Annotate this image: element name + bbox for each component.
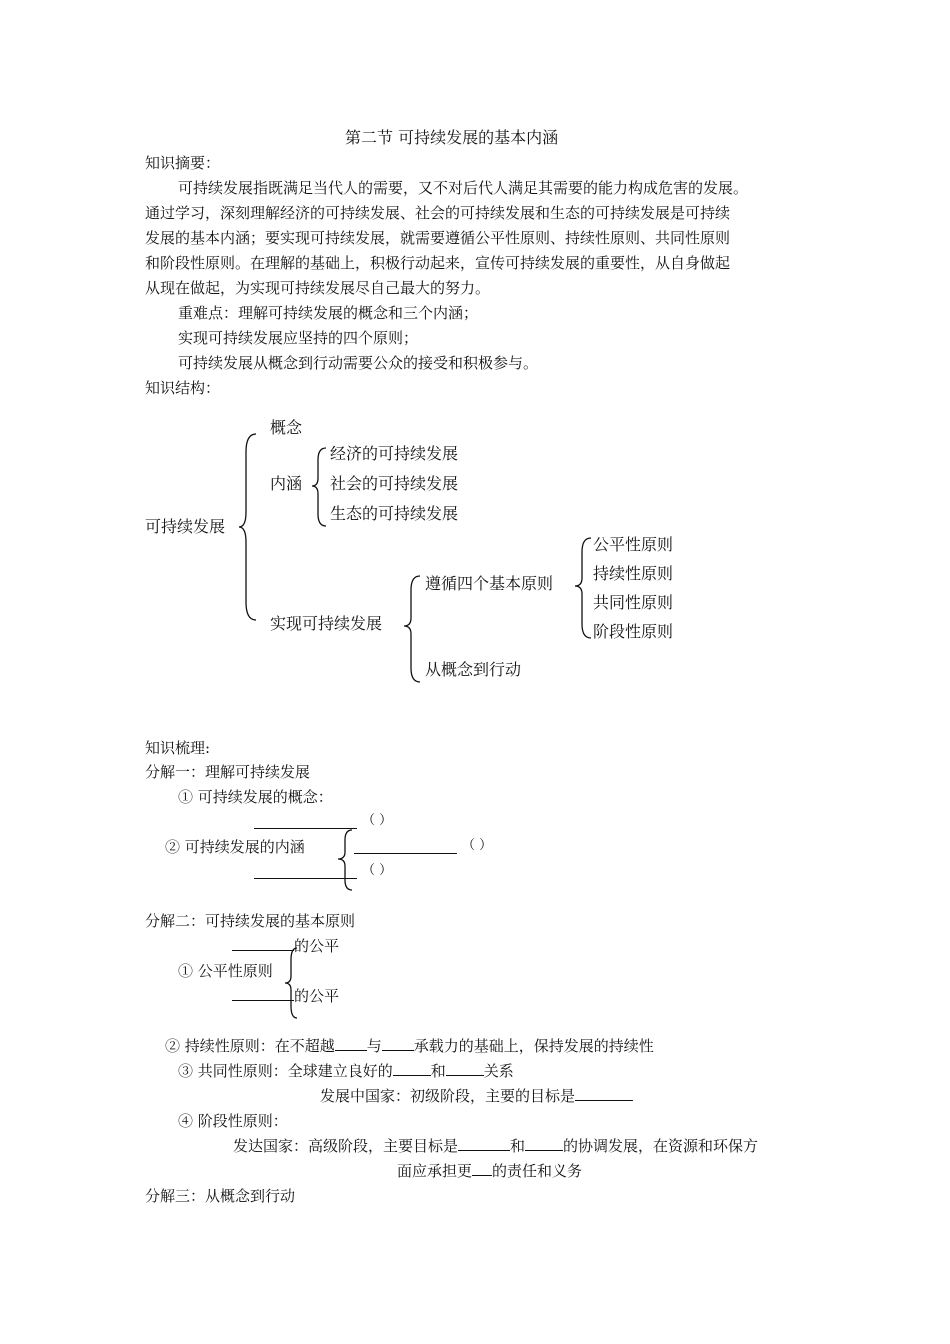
principle-common	[178, 1061, 514, 1081]
key-point: 可持续发展从概念到行动需要公众的接受和积极参与。	[178, 354, 539, 372]
answer-blank[interactable]	[472, 1161, 492, 1176]
text: 和	[510, 1137, 526, 1155]
fair-brace	[283, 946, 303, 1020]
part2-title: 分解二：可持续发展的基本原则	[145, 912, 356, 930]
text: 面应承担更	[397, 1162, 473, 1180]
answer-blank[interactable]	[525, 1136, 563, 1151]
paren-blank[interactable]: （ ）	[362, 813, 393, 828]
connotation-review-brace	[336, 828, 356, 892]
principle-item: 持续性原则	[593, 564, 674, 583]
text: 发达国家：高级阶段，主要目标是	[233, 1137, 459, 1155]
connotation-blank[interactable]	[254, 878, 357, 879]
review-heading: 知识梳理:	[145, 739, 211, 757]
fair-suffix: 的公平	[294, 987, 340, 1005]
principle-continuity	[165, 1036, 654, 1056]
realize-brace	[402, 574, 424, 684]
answer-blank[interactable]	[575, 1086, 633, 1101]
key-point: 实现可持续发展应坚持的四个原则；	[178, 329, 419, 347]
answer-blank[interactable]	[335, 1036, 367, 1051]
connotation-item: 经济的可持续发展	[330, 444, 459, 463]
text: 承载力的基础上，保持发展的持续性	[413, 1037, 654, 1055]
node-concept: 概念	[270, 418, 303, 437]
fair-suffix: 的公平	[294, 937, 340, 955]
connotation-item: 生态的可持续发展	[330, 504, 459, 523]
text: 关系	[483, 1062, 514, 1080]
principle-item: 共同性原则	[593, 593, 674, 612]
principle-item: 公平性原则	[593, 535, 674, 554]
answer-blank[interactable]	[458, 1136, 510, 1151]
summary-line: 发展的基本内涵；要实现可持续发展，就需要遵循公平性原则、持续性原则、共同性原则	[145, 229, 731, 247]
paren-blank[interactable]: （ ）	[462, 838, 493, 853]
summary-line: 和阶段性原则。在理解的基础上，积极行动起来，宣传可持续发展的重要性，从自身做起	[145, 254, 731, 272]
answer-blank[interactable]	[232, 986, 294, 1001]
principles-brace	[573, 536, 595, 640]
developing-country	[320, 1086, 633, 1106]
node-connotation: 内涵	[270, 474, 303, 493]
part1-title: 分解一：理解可持续发展	[145, 763, 311, 781]
text: 的协调发展，在资源和环保方	[563, 1137, 759, 1155]
answer-blank[interactable]	[393, 1061, 431, 1076]
answer-blank[interactable]	[446, 1061, 484, 1076]
text: 发展中国家：初级阶段，主要的目标是	[320, 1087, 576, 1105]
principle-item: 阶段性原则	[593, 622, 674, 641]
principle-fair: ① 公平性原则	[178, 962, 273, 980]
paren-blank[interactable]: （ ）	[362, 863, 393, 878]
part3-title: 分解三：从概念到行动	[145, 1187, 296, 1205]
summary-heading: 知识摘要：	[145, 154, 221, 172]
part1-item2: ② 可持续发展的内涵	[165, 838, 305, 856]
text: 和	[430, 1062, 446, 1080]
text: 与	[366, 1037, 382, 1055]
connotation-blank[interactable]	[354, 853, 457, 854]
summary-line: 可持续发展指既满足当代人的需要，又不对后代人满足其需要的能力构成危害的发展。	[178, 179, 749, 197]
connotation-brace	[310, 446, 330, 528]
developed-country-cont	[397, 1161, 582, 1181]
node-follow: 遵循四个基本原则	[425, 574, 554, 593]
answer-blank[interactable]	[382, 1036, 414, 1051]
text: 的责任和义务	[492, 1162, 583, 1180]
node-realize: 实现可持续发展	[270, 614, 383, 633]
part1-item1: ① 可持续发展的概念：	[178, 788, 333, 806]
key-point: 重难点：理解可持续发展的概念和三个内涵；	[178, 304, 479, 322]
fair-line-2	[232, 986, 339, 1006]
text: ③ 共同性原则：全球建立良好的	[178, 1062, 393, 1080]
text: ② 持续性原则：在不超越	[165, 1037, 335, 1055]
principle-stage: ④ 阶段性原则：	[178, 1112, 288, 1130]
structure-heading: 知识结构：	[145, 379, 221, 397]
node-action: 从概念到行动	[425, 660, 522, 679]
connotation-item: 社会的可持续发展	[330, 474, 459, 493]
structure-root: 可持续发展	[145, 517, 226, 536]
summary-line: 从现在做起，为实现可持续发展尽自己最大的努力。	[145, 279, 491, 297]
summary-line: 通过学习，深刻理解经济的可持续发展、社会的可持续发展和生态的可持续发展是可持续	[145, 204, 731, 222]
root-brace	[238, 432, 260, 622]
developed-country	[233, 1136, 758, 1156]
page-title: 第二节 可持续发展的基本内涵	[345, 128, 559, 147]
